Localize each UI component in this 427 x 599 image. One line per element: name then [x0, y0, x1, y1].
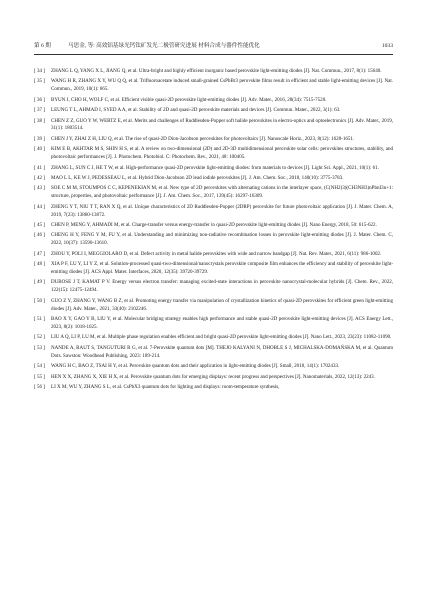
reference-item — [34, 261, 393, 277]
reference-text: CHENG H Y, FENG Y M, FU Y, et al. Understanding and minimizing non-radiative recombination losses in perovskite light-emitting diodes [J]. J. Mater. Chem. C, 2022, 10(37): 13590-13610. — [51, 232, 393, 247]
running-header — [34, 40, 393, 52]
reference-number: [ 44 ] — [34, 203, 45, 210]
reference-item — [34, 279, 393, 295]
reference-text: ZHANG L Q, YANG X L, JIANG Q, et al. Ultra-bright and highly efficient inorganic based perovskite light-emitting diodes [J]. Nat. Commun., 2017, 8(1): 15640. — [51, 68, 382, 74]
reference-item — [34, 175, 393, 183]
reference-item — [34, 107, 393, 115]
reference-item — [34, 185, 393, 201]
reference-item — [34, 68, 393, 76]
reference-item — [34, 345, 393, 361]
reference-text: DUBOSE J T, KAMAT P V. Energy versus electron transfer: managing excited-state interactions in perovskite nanocrystal-molecular hybrids [J]. Chem. Rev., 2022, 122(15): 12475-12494. — [51, 279, 393, 294]
reference-number: [ 41 ] — [34, 164, 45, 171]
reference-text: WANG H C, BAO Z, TSAI H Y, et al. Perovskite quantum dots and their application in light-emitting diodes [J]. Small, 2018, 14(1): 1702433. — [51, 363, 340, 370]
reference-item — [34, 136, 393, 144]
reference-item — [34, 384, 393, 392]
reference-list — [34, 68, 393, 394]
reference-text: XIA P F, LU Y, LI Y Z, et al. Solution-processed quasi-two-dimensional/nanocrystals perovskite composite film enhances the efficiency and stability of perovskite light-emitting diodes [J]. ACS Appl. Mater. Interfaces, 2020, 12(35): 39720-39729. — [51, 261, 393, 276]
reference-number: [ 48 ] — [34, 261, 45, 268]
reference-number: [ 39 ] — [34, 135, 45, 142]
reference-text: SOE C M M, STOUMPOS C C, KEPENEKIAN M, et al. New type of 2D perovskites with alternating cations in the interlayer space, (C(NH2)3)(CH3NH3)nPbnI3n+1: structure, properties, and photovoltaic performance [J]. J. Am. Chem. Soc., 2017, 139(45): 16297-16309. — [51, 185, 393, 200]
reference-number: [ 35 ] — [34, 78, 45, 85]
reference-text: MAO L L, KE W J, PEDESSEAU L, et al. Hybrid Dion-Jacobson 2D lead iodide perovskites [J]. J. Am. Chem. Soc., 2018, 140(10): 3775-3783. — [51, 174, 344, 181]
reference-text: KIM E B, AKHTAR M S, SHIN H S, et al. A review on two-dimensional (2D) and 2D-3D multidimensional perovskite solar cells: perovskites structures, stability, and photovoltaic performances [J]. J. Photochem. Photobiol. C: Photochem. Rev., 2021, 48: 100405. — [51, 146, 393, 161]
reference-number: [ 49 ] — [34, 279, 45, 286]
reference-text: NANDE A, RAUT S, TANGUTURI R G, et al. 7-Perovskite quantum dots [M]. THEJO KALYANI N, DHOBLE S J, MICHALSKA-DOMAŃSKA M, et al. Quantum Dots. Sawston: Woodhead Publishing, 2023: 189-214. — [51, 344, 393, 359]
reference-text: ZHANG L, SUN C J, HE T W, et al. High-performance quasi-2D perovskite light-emitting diodes: from materials to devices [J]. Light Sci. Appl., 2021, 10(1): 61. — [51, 164, 379, 171]
reference-item — [34, 78, 393, 94]
reference-item — [34, 334, 393, 342]
reference-item — [34, 251, 393, 259]
reference-number: [ 56 ] — [34, 383, 45, 390]
reference-text: CHEN P, MENG Y, AHMADI M, et al. Charge-transfer versus energy-transfer in quasi-2D perovskite light-emitting diodes [J]. Nano Energy, 2018, 50: 615-622. — [51, 222, 377, 228]
reference-item — [34, 165, 393, 173]
reference-text: CHEN J Y, ZHAI Z H, LIU Q, et al. The rise of quasi-2D Dion-Jacobson perovskites for photovoltaics [J]. Nanoscale Horiz., 2023, 8(12): 1628-1651. — [51, 135, 355, 142]
reference-number: [ 54 ] — [34, 363, 45, 370]
page-number: 1033 — [381, 43, 393, 49]
reference-text: CHEN Z Z, GUO Y W, WERTZ E, et al. Merits and challenges of Ruddlesden-Popper soft halide perovskites in electro-optics and optoelectronics [J]. Adv. Mater., 2019, 31(1): 1803514. — [51, 117, 394, 132]
reference-text: WANG H R, ZHANG X Y, WU Q Q, et al. Trifluoroacetate induced small-grained CsPbBr3 perovskite films result in efficient and stable light-emitting devices [J]. Nat. Commun., 2019, 10(1): 665. — [51, 78, 393, 93]
reference-number: [ 52 ] — [34, 334, 45, 341]
reference-text: ZHENG Y T, NIU T T, RAN X Q, et al. Unique characteristics of 2D Ruddlesden-Popper (2DRP) perovskite for future photovoltaic application [J]. J. Mater. Chem. A, 2019, 7(23): 13860-13872. — [51, 203, 393, 218]
reference-number: [ 55 ] — [34, 373, 45, 380]
reference-text: LI X M, WU Y, ZHANG S L, et al. CsPbX3 quantum dots for lighting and displays: room-temperature synthesis, — [51, 383, 280, 390]
reference-number: [ 38 ] — [34, 117, 45, 124]
reference-item — [34, 204, 393, 220]
reference-text: ZHOU Y, POLI I, MEGGIOLARO D, et al. Defect activity in metal halide perovskites with wide and narrow bandgap [J]. Nat. Rev. Mater., 2021, 6(11): 986-1002. — [51, 250, 382, 257]
reference-text: LIU A Q, LI P, LU M, et al. Multiple phase regulation enables efficient and bright quasi-2D perovskite light-emitting diodes [J]. Nano Lett., 2023, 23(23): 11082-11090. — [51, 334, 392, 341]
reference-item — [34, 146, 393, 162]
reference-item — [34, 363, 393, 371]
reference-number: [ 47 ] — [34, 250, 45, 257]
reference-number: [ 45 ] — [34, 222, 45, 228]
reference-item — [34, 232, 393, 248]
header-rule — [34, 54, 393, 55]
reference-number: [ 51 ] — [34, 316, 45, 323]
reference-number: [ 50 ] — [34, 297, 45, 304]
reference-text: GUO Z Y, ZHANG Y, WANG B Z, et al. Promoting energy transfer via manipulation of crystallization kinetics of quasi-2D perovskites for efficient green light-emitting diodes [J]. Adv. Mater., 2021, 33(40): 2102246. — [51, 297, 393, 312]
reference-item — [34, 298, 393, 314]
reference-number: [ 36 ] — [34, 96, 45, 103]
reference-text: BAO X Y, GAO Y B, LIU Y, et al. Molecular bridging strategy enables high performance and stable quasi-2D perovskite light-emitting devices [J]. ACS Energy Lett., 2023, 8(2): 1018-1025. — [51, 316, 393, 330]
reference-number: [ 34 ] — [34, 68, 45, 74]
reference-number: [ 43 ] — [34, 185, 45, 192]
reference-text: HEN X X, ZHANG X, XIE H X, et al. Perovskite quantum dots for emerging displays: recent progress and perspectives [J]. Nanomaterials, 2022, 12(13): 2243. — [51, 373, 375, 380]
reference-text: BYUN J, CHO H, WOLF C, et al. Efficient visible quasi-2D perovskite light-emitting diodes [J]. Adv. Mater., 2016, 28(34): 7515-7520. — [51, 96, 327, 103]
running-title: 马思金, 等: 高效铝基绿光钙钛矿发光二极管研究进展 材料合成与器件性能优化 — [68, 43, 260, 49]
reference-text: LEUNG T L, AHMAD I, SYED A A, et al. Stability of 2D and quasi-2D perovskite materials and devices [J]. Commun. Mater., 2022, 3(1): 63. — [51, 107, 341, 114]
reference-item — [34, 316, 393, 332]
reference-number: [ 53 ] — [34, 344, 45, 351]
reference-number: [ 42 ] — [34, 174, 45, 181]
reference-item — [34, 97, 393, 105]
reference-number: [ 46 ] — [34, 232, 45, 239]
reference-item — [34, 118, 393, 134]
reference-number: [ 40 ] — [34, 146, 45, 153]
reference-number: [ 37 ] — [34, 107, 45, 114]
issue-label: 第 6 期 — [34, 43, 51, 49]
reference-item — [34, 222, 393, 230]
reference-item — [34, 374, 393, 382]
